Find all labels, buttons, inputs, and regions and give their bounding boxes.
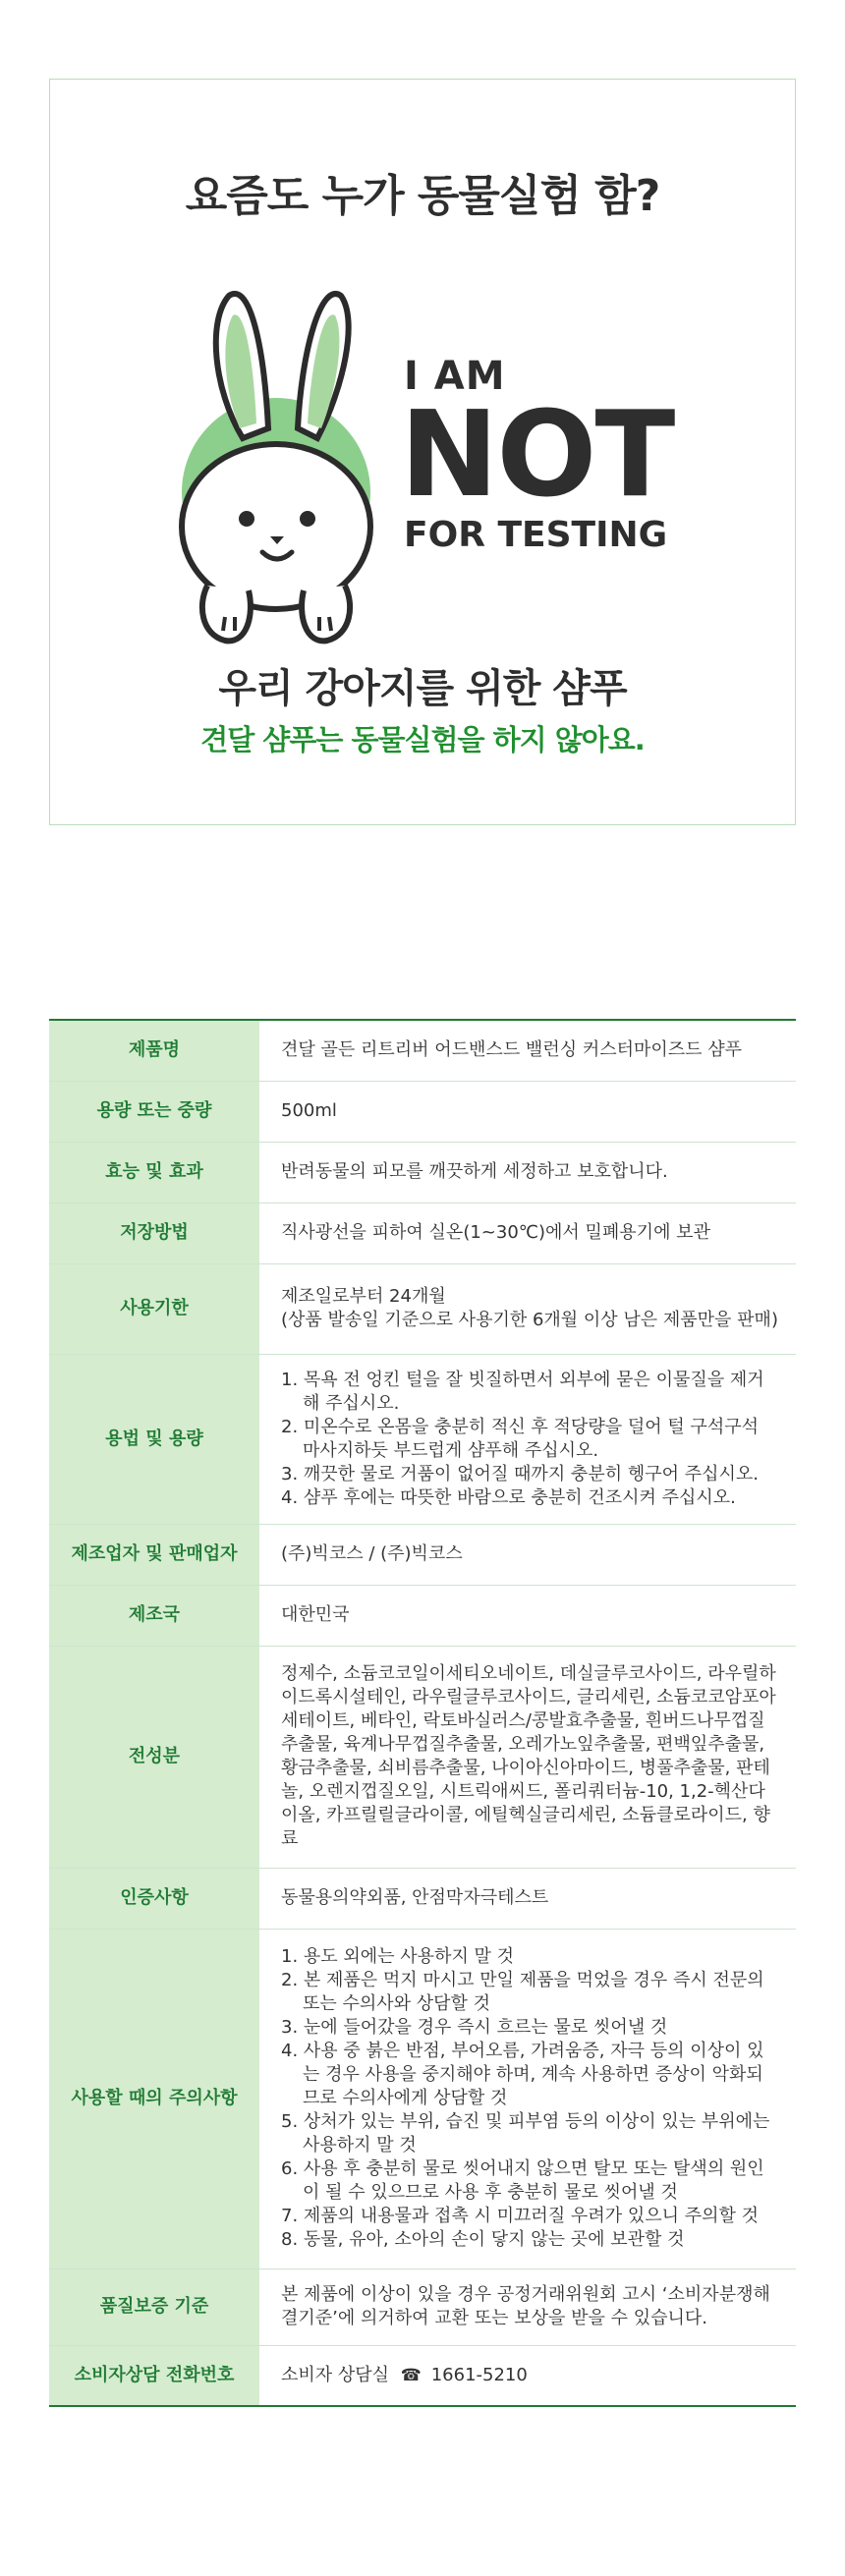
- list-item: 2. 미온수로 온몸을 충분히 적신 후 적당량을 덜어 털 구석구석 마사지하듯 부드럽게 샴푸해 주십시오.: [281, 1416, 759, 1461]
- row-value: 대한민국: [259, 1585, 796, 1646]
- list-item: 3. 깨끗한 물로 거품이 없어질 때까지 충분히 헹구어 주십시오.: [281, 1463, 759, 1484]
- row-value: 500ml: [259, 1081, 796, 1142]
- table-row: [49, 1203, 796, 1263]
- row-value: 정제수, 소듐코코일이세티오네이트, 데실글루코사이드, 라우릴하이드록시설테인, 라우릴글루코사이드, 글리세린, 소듐코코암포아세테이트, 베타인, 락토바실러스/콩발효추출물, 흰버드나무껍질추출물, 육계나무껍질추출물, 오레가노잎추출물, 편백잎추출물, 황금추출물, 쇠비름추출물, 나이아신아마이드, 병풀추출물, 판테놀, 오렌지껍질오일, 시트릭애씨드, 폴리쿼터늄-10, 1,2-헥산다이올, 카프릴릴글라이콜, 에틸헥실글리세린, 소듐클로라이드, 향료: [259, 1646, 796, 1868]
- table-row: [49, 1929, 796, 2268]
- list-item: 6. 사용 후 충분히 물로 씻어내지 않으면 탈모 또는 탈색의 원인이 될 수 있으므로 사용 후 충분히 물로 씻어낼 것: [281, 2158, 764, 2203]
- row-value: 본 제품에 이상이 있을 경우 공정거래위원회 고시 ‘소비자분쟁해결기준’에 의거하여 교환 또는 보상을 받을 수 있습니다.: [259, 2268, 796, 2345]
- table-row: [49, 1263, 796, 1354]
- row-value: [259, 1354, 796, 1524]
- list-item: 1. 용도 외에는 사용하지 말 것: [281, 1946, 515, 1967]
- row-label: 용량 또는 중량: [49, 1081, 259, 1142]
- list-item: 7. 제품의 내용물과 접촉 시 미끄러질 우려가 있으니 주의할 것: [281, 2206, 759, 2226]
- row-value: [259, 2345, 796, 2406]
- usage-list: [281, 1369, 780, 1510]
- row-label: 제품명: [49, 1020, 259, 1081]
- row-label: 제조국: [49, 1585, 259, 1646]
- hero-banner: [49, 79, 796, 825]
- list-item: 1. 목욕 전 엉킨 털을 잘 빗질하면서 외부에 묻은 이물질을 제거해 주십시오.: [281, 1369, 764, 1414]
- list-item: 8. 동물, 유아, 소아의 손이 닿지 않는 곳에 보관할 것: [281, 2229, 685, 2250]
- row-value: 반려동물의 피모를 깨끗하게 세정하고 보호합니다.: [259, 1142, 796, 1203]
- row-value: 견달 골든 리트리버 어드밴스드 밸런싱 커스터마이즈드 샴푸: [259, 1020, 796, 1081]
- row-label: 전성분: [49, 1646, 259, 1868]
- row-label: 사용기한: [49, 1263, 259, 1354]
- claim-line-for-testing: FOR TESTING: [404, 515, 668, 555]
- value-line: (상품 발송일 기준으로 사용기한 6개월 이상 남은 제품만을 판매): [281, 1310, 778, 1330]
- row-label: 품질보증 기준: [49, 2268, 259, 2345]
- list-item: 5. 상처가 있는 부위, 습진 및 피부염 등의 이상이 있는 부위에는 사용하지 말 것: [281, 2111, 770, 2156]
- caution-list: [281, 1945, 780, 2252]
- row-label: 저장방법: [49, 1203, 259, 1263]
- claim-line-not: NOT: [400, 387, 674, 524]
- phone-icon: ☎: [400, 2365, 422, 2385]
- table-row: [49, 2268, 796, 2345]
- table-row: [49, 1081, 796, 1142]
- claim-line-i-am: I AM: [404, 354, 506, 399]
- list-item: 4. 사용 중 붉은 반점, 부어오름, 가려움증, 자극 등의 이상이 있는 경우 사용을 중지해야 하며, 계속 사용하면 증상이 악화되므로 수의사에게 상담할 것: [281, 2041, 764, 2108]
- value-line: 제조일로부터 24개월: [281, 1286, 446, 1307]
- row-value: 직사광선을 피하여 실온(1~30℃)에서 밀폐용기에 보관: [259, 1203, 796, 1263]
- list-item: 2. 본 제품은 먹지 마시고 만일 제품을 먹었을 경우 즉시 전문의 또는 수의사와 상담할 것: [281, 1970, 764, 2014]
- table-row: [49, 2345, 796, 2406]
- not-for-testing-logo: [400, 354, 674, 557]
- hero-subtitle: 우리 강아지를 위한 샴푸: [218, 666, 627, 711]
- row-value: [259, 1929, 796, 2268]
- row-label: 소비자상담 전화번호: [49, 2345, 259, 2406]
- row-value: 동물용의약외품, 안점막자극테스트: [259, 1868, 796, 1929]
- phone-prefix: 소비자 상담실: [281, 2364, 390, 2385]
- table-row: [49, 1354, 796, 1524]
- list-item: 3. 눈에 들어갔을 경우 즉시 흐르는 물로 씻어낼 것: [281, 2017, 668, 2038]
- row-label: 제조업자 및 판매업자: [49, 1524, 259, 1585]
- table-row: [49, 1646, 796, 1868]
- row-value: [259, 1263, 796, 1354]
- hero-title: 요즘도 누가 동물실험 함?: [185, 171, 660, 221]
- table-row: [49, 1020, 796, 1081]
- hero-tagline: 견달 샴푸는 동물실험을 하지 않아요.: [200, 723, 645, 756]
- table-row: [49, 1142, 796, 1203]
- row-label: 사용할 때의 주의사항: [49, 1929, 259, 2268]
- table-row: [49, 1524, 796, 1585]
- product-spec-table: [49, 1019, 796, 2407]
- table-row: [49, 1585, 796, 1646]
- bunny-illustration: [178, 291, 433, 684]
- row-value: (주)빅코스 / (주)빅코스: [259, 1524, 796, 1585]
- row-label: 효능 및 효과: [49, 1142, 259, 1203]
- phone-number: 1661-5210: [430, 2364, 528, 2385]
- row-label: 용법 및 용량: [49, 1354, 259, 1524]
- table-row: [49, 1868, 796, 1929]
- row-label: 인증사항: [49, 1868, 259, 1929]
- list-item: 4. 샴푸 후에는 따뜻한 바람으로 충분히 건조시켜 주십시오.: [281, 1486, 736, 1508]
